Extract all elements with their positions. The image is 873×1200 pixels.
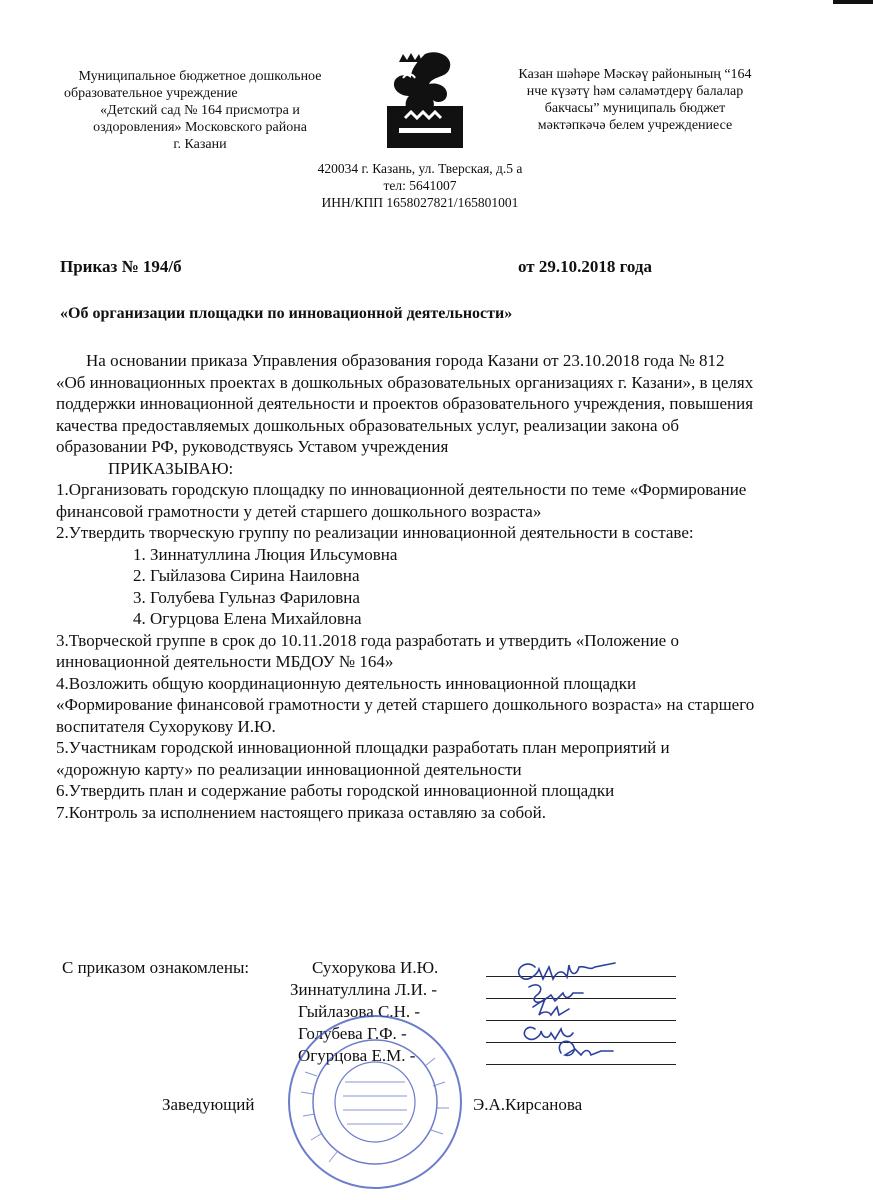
header-org-name-ru bbox=[40, 68, 360, 153]
organization-round-stamp bbox=[285, 1012, 465, 1192]
order-item-6: 6.Утвердить план и содержание работы городской инновационной площадки bbox=[56, 781, 615, 800]
inn-kpp-line: ИНН/КПП 1658027821/165801001 bbox=[321, 195, 519, 210]
ack-name: Сухорукова И.Ю. bbox=[312, 958, 439, 977]
header-left-line: «Детский сад № 164 присмотра и bbox=[100, 103, 300, 118]
order-item-4: 4.Возложить общую координационную деятельность инновационной площадки «Формирование финансовой грамотности у детей старшего дошкольного возраста» на старшего воспитателя Сухорукову И.Ю. bbox=[56, 673, 755, 736]
scan-edge-mark bbox=[833, 0, 873, 4]
header-right-line: мәктәпкәчә белем учреждениесе bbox=[537, 118, 733, 133]
org-address bbox=[270, 160, 570, 211]
header-org-name-tt bbox=[500, 66, 770, 134]
kazan-emblem-logo bbox=[385, 48, 465, 150]
list-item: Гыйлазова Сирина Наиловна bbox=[150, 566, 360, 585]
list-item: Огурцова Елена Михайловна bbox=[150, 609, 362, 628]
ack-name: Голубева Г.Ф. - bbox=[298, 1024, 407, 1043]
order-item-2: 2.Утвердить творческую группу по реализации инновационной деятельности в составе: bbox=[56, 523, 694, 542]
order-item-5: 5.Участникам городской инновационной площадки разработать план мероприятий и «дорожную карту» по реализации инновационной деятельности bbox=[56, 738, 670, 779]
order-body bbox=[56, 350, 756, 823]
header-left-line: образовательное учреждение bbox=[64, 86, 238, 101]
header-right-line: нче күзәтү һәм сәламәтдерү балалар bbox=[526, 84, 744, 99]
acknowledgement-label: С приказом ознакомлены: bbox=[62, 958, 250, 977]
head-name: Э.А.Кирсанова bbox=[473, 1095, 583, 1114]
order-item-7: 7.Контроль за исполнением настоящего приказа оставляю за собой. bbox=[56, 802, 546, 822]
ack-name: Огурцова Е.М. - bbox=[298, 1046, 416, 1065]
ack-name: Гыйлазова С.Н. - bbox=[298, 1002, 421, 1021]
order-number: Приказ № 194/б bbox=[60, 257, 182, 276]
order-date: от 29.10.2018 года bbox=[518, 257, 653, 276]
handwritten-signatures bbox=[505, 945, 685, 1075]
order-item-3: 3.Творческой группе в срок до 10.11.2018 года разработать и утвердить «Положение о инновационной деятельности МБДОУ № 164» bbox=[56, 630, 679, 671]
order-title: «Об организации площадки по инновационной деятельности» bbox=[60, 305, 513, 322]
head-position: Заведующий bbox=[162, 1095, 255, 1114]
header-left-line: оздоровления» Московского района bbox=[93, 120, 307, 135]
header-left-line: Муниципальное бюджетное дошкольное bbox=[78, 69, 322, 84]
creative-group-list bbox=[56, 544, 756, 630]
preamble-paragraph: На основании приказа Управления образования города Казани от 23.10.2018 года № 812 «Об инновационных проектах в дошкольных образовательных организациях г. Казани», в целях поддержки инновационной деятельности и проектов образовательного учреждения, повышения качества предоставляемых дошкольных образовательных услуг, реализации закона об образовании РФ, руководствуясь Уставом учреждения bbox=[56, 351, 754, 456]
ack-name: Зиннатуллина Л.И. - bbox=[290, 980, 438, 999]
address-line: 420034 г. Казань, ул. Тверская, д.5 а bbox=[317, 161, 523, 176]
order-item-1: 1.Организовать городскую площадку по инновационной деятельности по теме «Формирование финансовой грамотности у детей старшего дошкольного возраста» bbox=[56, 480, 747, 521]
header-right-line: Казан шәһәре Мәскәү районының “164 bbox=[518, 67, 752, 82]
command-heading: ПРИКАЗЫВАЮ: bbox=[108, 458, 234, 478]
phone-line: тел: 5641007 bbox=[383, 178, 457, 193]
header-right-line: бакчасы” муниципаль бюджет bbox=[544, 101, 726, 116]
header-left-line: г. Казани bbox=[173, 137, 227, 152]
list-item: Голубева Гульназ Фариловна bbox=[150, 587, 360, 607]
list-item: Зиннатуллина Люция Ильсумовна bbox=[150, 544, 398, 564]
